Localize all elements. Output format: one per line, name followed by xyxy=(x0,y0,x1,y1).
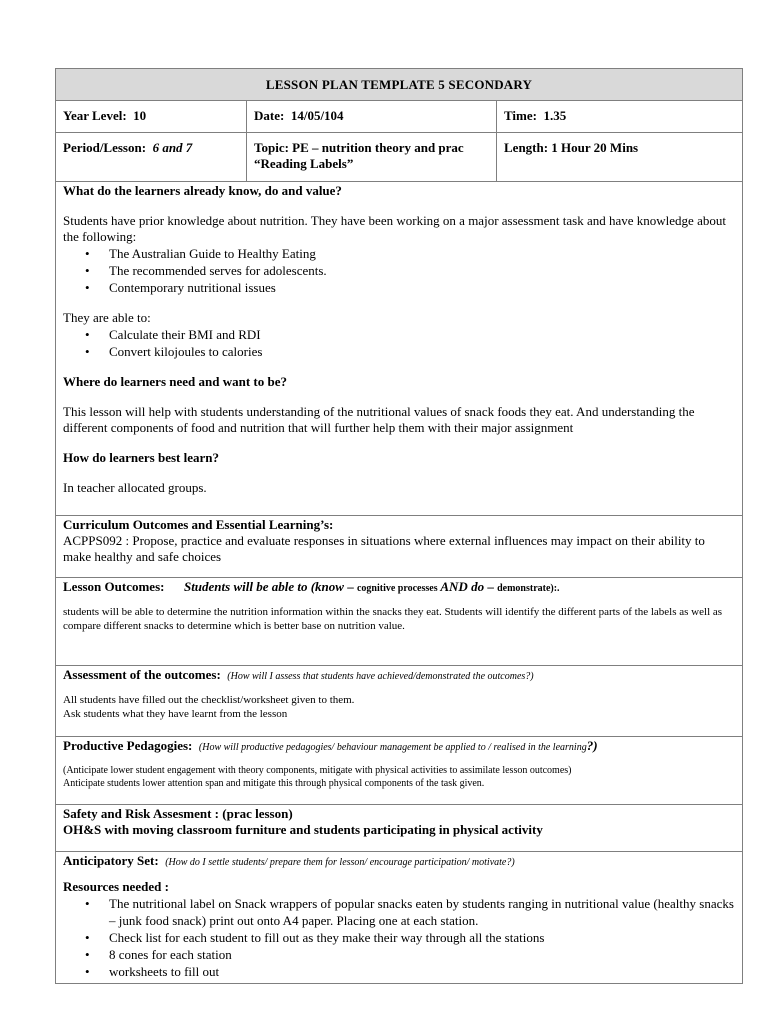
pedagogies-heading: Productive Pedagogies: xyxy=(63,738,193,753)
list-item: • Check list for each student to fill out as they make their way through all the stations xyxy=(109,929,735,946)
how-text: In teacher allocated groups. xyxy=(63,480,207,495)
time-value: 1.35 xyxy=(543,108,567,123)
outcomes-text: students will be able to determine the nutrition information within the snacks they eat. Students will identify the different parts of the labels as well as compare different snacks to determine which is better base on nutrition value. xyxy=(63,606,723,632)
safety-text: OH&S with moving classroom furniture and students participating in physical activity xyxy=(63,822,543,837)
assessment-line-2: Ask students what they have learnt from the lesson xyxy=(63,708,288,720)
year-level-cell xyxy=(56,101,247,133)
assessment-heading-line xyxy=(63,667,735,685)
year-level-value: 10 xyxy=(133,108,147,123)
outcomes-row xyxy=(56,578,743,666)
spacer xyxy=(63,436,735,450)
outcomes-dash: – xyxy=(484,579,498,594)
assessment-heading: Assessment of the outcomes: xyxy=(63,667,221,682)
list-item: • The nutritional label on Snack wrappers of popular snacks eaten by students ranging in nutritional value (healthy snacks – junk food snack) print out onto A4 paper. Placing one at each station. xyxy=(109,895,735,929)
pedagogies-heading-line xyxy=(63,738,735,756)
assessment-line-1: All students have filled out the checklist/worksheet given to them. xyxy=(63,694,355,706)
spacer xyxy=(63,466,735,480)
anticipatory-hint: (How do I settle students/ prepare them for lesson/ encourage participation/ motivate?) xyxy=(165,857,515,868)
outcomes-heading: Lesson Outcomes: xyxy=(63,579,165,594)
safety-row xyxy=(56,805,743,852)
safety-heading: Safety and Risk Assesment : (prac lesson) xyxy=(63,806,293,821)
date-cell xyxy=(247,101,497,133)
outcomes-lead: Students will be able to (know xyxy=(183,579,344,594)
assessment-row xyxy=(56,666,743,737)
outcomes-dash: – xyxy=(343,579,357,594)
know-heading: What do the learners already know, do and value? xyxy=(63,183,342,198)
list-item: • Contemporary nutritional issues xyxy=(109,279,735,296)
spacer xyxy=(63,871,735,879)
lesson-plan-table xyxy=(55,68,743,984)
pedagogies-hint: (How will productive pedagogies/ behaviour management be applied to / realised in the learning xyxy=(198,742,587,753)
pedagogies-row xyxy=(56,737,743,805)
outcomes-heading-line xyxy=(63,579,735,597)
list-item: • worksheets to fill out xyxy=(109,963,735,980)
curriculum-heading: Curriculum Outcomes and Essential Learning’s: xyxy=(63,517,334,532)
spacer xyxy=(63,360,735,374)
outcomes-and-do: AND do xyxy=(437,579,485,594)
safety-cell xyxy=(56,805,743,852)
where-text: This lesson will help with students understanding of the nutritional values of snack foods they eat. And understanding the different components of food and nutrition that will further help them with their major assignment xyxy=(63,404,695,435)
period-label: Period/Lesson: xyxy=(63,140,147,155)
time-cell xyxy=(497,101,743,133)
pedagogies-cell xyxy=(56,737,743,805)
period-value: 6 and 7 xyxy=(152,140,193,155)
list-item: • 8 cones for each station xyxy=(109,946,735,963)
outcomes-cell xyxy=(56,578,743,666)
learners-cell xyxy=(56,182,743,516)
period-cell xyxy=(56,133,247,182)
spacer xyxy=(63,199,735,213)
able-list xyxy=(63,326,735,360)
date-value: 14/05/104 xyxy=(290,108,344,123)
curriculum-cell xyxy=(56,516,743,578)
know-list xyxy=(63,245,735,296)
list-item: • Convert kilojoules to calories xyxy=(109,343,735,360)
list-item: • The Australian Guide to Healthy Eating xyxy=(109,245,735,262)
anticipatory-heading: Anticipatory Set: xyxy=(63,853,159,868)
curriculum-row xyxy=(56,516,743,578)
length-cell: Length: 1 Hour 20 Mins xyxy=(497,133,743,182)
list-item: • Calculate their BMI and RDI xyxy=(109,326,735,343)
topic-cell: Topic: PE – nutrition theory and prac “Reading Labels” xyxy=(247,133,497,182)
outcomes-demonstrate: demonstrate):. xyxy=(497,583,560,594)
where-heading: Where do learners need and want to be? xyxy=(63,374,288,389)
spacer xyxy=(63,685,735,693)
resources-heading: Resources needed : xyxy=(63,879,169,894)
pedagogies-line-2: Anticipate students lower attention span and mitigate this through physical components of the task given. xyxy=(63,778,485,789)
learners-row xyxy=(56,182,743,516)
know-intro: Students have prior knowledge about nutrition. They have been working on a major assessment task and have knowledge about the following: xyxy=(63,213,726,244)
assessment-hint: (How will I assess that students have achieved/demonstrated the outcomes?) xyxy=(227,671,534,682)
year-level-label: Year Level: xyxy=(63,108,127,123)
date-label: Date: xyxy=(254,108,285,123)
spacer xyxy=(63,390,735,404)
spacer xyxy=(63,597,735,605)
pedagogies-hint-end: ?) xyxy=(586,738,598,753)
anticipatory-heading-line xyxy=(63,853,735,871)
anticipatory-cell xyxy=(56,852,743,984)
title-row xyxy=(56,69,743,101)
curriculum-text: ACPPS092 : Propose, practice and evaluate responses in situations where external influences may impact on their ability to make healthy and safe choices xyxy=(63,533,705,564)
how-heading: How do learners best learn? xyxy=(63,450,219,465)
header-row-2 xyxy=(56,133,743,182)
list-item: • The recommended serves for adolescents. xyxy=(109,262,735,279)
spacer xyxy=(63,756,735,764)
resources-list xyxy=(63,895,735,980)
anticipatory-row xyxy=(56,852,743,984)
lesson-plan-page xyxy=(55,68,742,984)
pedagogies-line-1: (Anticipate lower student engagement with theory components, mitigate with physical activities to assimilate lesson outcomes) xyxy=(63,765,572,776)
able-intro: They are able to: xyxy=(63,310,151,325)
spacer xyxy=(63,296,735,310)
assessment-cell xyxy=(56,666,743,737)
lesson-plan-title: LESSON PLAN TEMPLATE 5 SECONDARY xyxy=(56,69,743,101)
time-label: Time: xyxy=(504,108,537,123)
outcomes-cognitive: cognitive processes xyxy=(356,583,438,594)
header-row-1 xyxy=(56,101,743,133)
